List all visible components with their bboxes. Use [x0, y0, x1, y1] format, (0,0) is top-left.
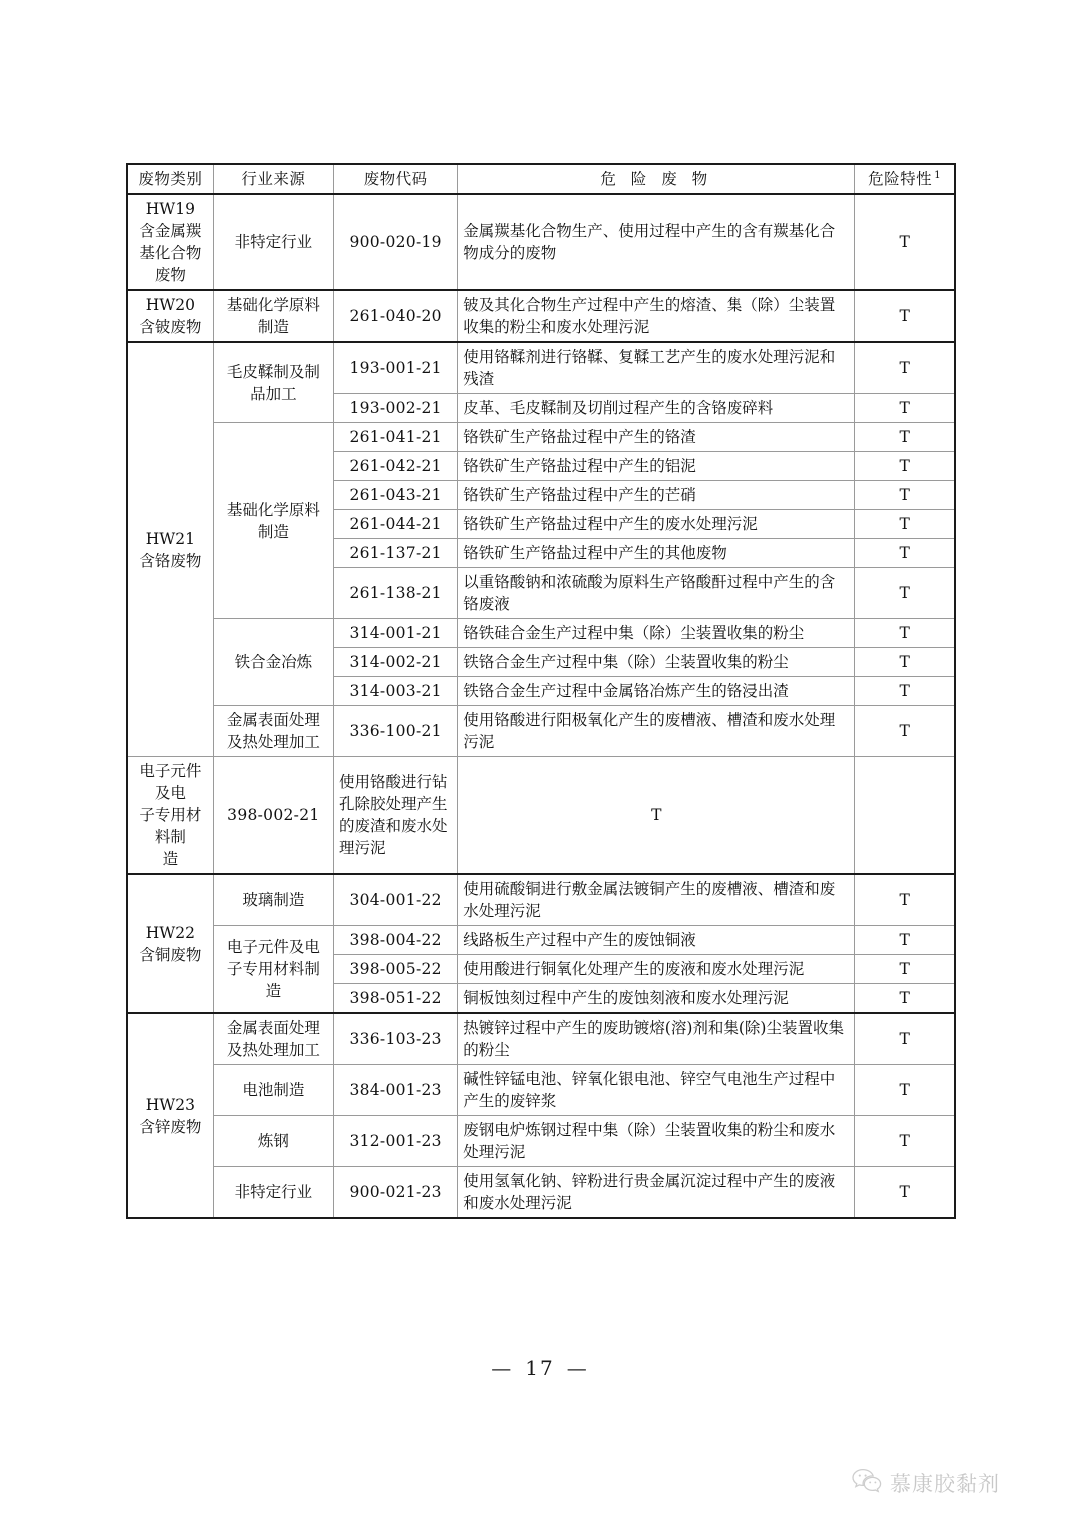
cell-hazard-property: T [855, 648, 955, 677]
cell-waste-category: HW22 含铜废物 [127, 874, 213, 1013]
wechat-icon [852, 1468, 882, 1498]
cell-hazardous-waste-description: 皮革、毛皮鞣制及切削过程产生的含铬废碎料 [458, 394, 855, 423]
cell-industry-source: 金属表面处理 及热处理加工 [213, 706, 333, 757]
cell-waste-code: 398-004-22 [333, 926, 457, 955]
cell-hazard-property: T [855, 1013, 955, 1065]
cell-hazardous-waste-description: 铍及其化合物生产过程中产生的熔渣、集（除）尘装置收集的粉尘和废水处理污泥 [458, 290, 855, 342]
cell-hazardous-waste-description: 铬铁矿生产铬盐过程中产生的其他废物 [458, 539, 855, 568]
cell-waste-category: HW21 含铬废物 [127, 342, 213, 757]
cell-industry-source: 非特定行业 [213, 1167, 333, 1219]
table-row [127, 194, 955, 290]
cell-hazard-property: T [855, 290, 955, 342]
cell-hazard-property: T [855, 568, 955, 619]
cell-industry-source: 非特定行业 [213, 194, 333, 290]
cell-waste-category: HW20 含铍废物 [127, 290, 213, 342]
cell-industry-source: 基础化学原料 制造 [213, 290, 333, 342]
cell-hazard-property: T [855, 619, 955, 648]
cell-hazard-property: T [458, 757, 855, 875]
cell-hazardous-waste-description: 使用酸进行铜氧化处理产生的废液和废水处理污泥 [458, 955, 855, 984]
cell-waste-code: 261-041-21 [333, 423, 457, 452]
table-header [127, 164, 955, 194]
cell-waste-code: 261-040-20 [333, 290, 457, 342]
cell-hazardous-waste-description: 铬铁矿生产铬盐过程中产生的铬渣 [458, 423, 855, 452]
table-row [127, 619, 955, 648]
cell-hazardous-waste-description: 线路板生产过程中产生的废蚀铜液 [458, 926, 855, 955]
cell-hazardous-waste-description: 碱性锌锰电池、锌氧化银电池、锌空气电池生产过程中产生的废锌浆 [458, 1065, 855, 1116]
cell-hazardous-waste-description: 使用铬酸进行钻孔除胶处理产生的废渣和废水处理污泥 [333, 757, 457, 875]
cell-waste-code: 261-044-21 [333, 510, 457, 539]
cell-waste-code: 900-020-19 [333, 194, 457, 290]
cell-hazard-property: T [855, 481, 955, 510]
cell-waste-code: 312-001-23 [333, 1116, 457, 1167]
cell-waste-code: 314-002-21 [333, 648, 457, 677]
cell-hazardous-waste-description: 废钢电炉炼钢过程中集（除）尘装置收集的粉尘和废水处理污泥 [458, 1116, 855, 1167]
cell-industry-source: 炼钢 [213, 1116, 333, 1167]
cell-hazard-property: T [855, 1116, 955, 1167]
hazardous-waste-table [126, 163, 956, 1219]
cell-industry-source: 毛皮鞣制及制 品加工 [213, 342, 333, 423]
cell-hazardous-waste-description: 铜板蚀刻过程中产生的废蚀刻液和废水处理污泥 [458, 984, 855, 1014]
footnote-marker: 1 [934, 169, 942, 181]
cell-hazardous-waste-description: 使用氢氧化钠、锌粉进行贵金属沉淀过程中产生的废液和废水处理污泥 [458, 1167, 855, 1219]
cell-hazard-property: T [855, 926, 955, 955]
table-row [127, 706, 955, 757]
cell-industry-source: 电子元件及电 子专用材料制 造 [127, 757, 213, 875]
cell-waste-code: 261-137-21 [333, 539, 457, 568]
cell-waste-category: HW19 含金属羰 基化合物 废物 [127, 194, 213, 290]
cell-waste-code: 261-043-21 [333, 481, 457, 510]
page-number-prefix: — [491, 1356, 514, 1380]
cell-hazardous-waste-description: 金属羰基化合物生产、使用过程中产生的含有羰基化合物成分的废物 [458, 194, 855, 290]
cell-waste-code: 261-138-21 [333, 568, 457, 619]
cell-waste-code: 398-005-22 [333, 955, 457, 984]
cell-hazardous-waste-description: 铬铁矿生产铬盐过程中产生的芒硝 [458, 481, 855, 510]
cell-hazard-property: T [855, 194, 955, 290]
cell-waste-code: 304-001-22 [333, 874, 457, 926]
table-row [127, 1013, 955, 1065]
cell-hazardous-waste-description: 铁铬合金生产过程中金属铬冶炼产生的铬浸出渣 [458, 677, 855, 706]
cell-waste-code: 261-042-21 [333, 452, 457, 481]
cell-industry-source: 基础化学原料 制造 [213, 423, 333, 619]
cell-hazard-property: T [855, 984, 955, 1014]
table-row [127, 1116, 955, 1167]
table-row [127, 874, 955, 926]
column-header-property-label: 危险特性 [868, 170, 933, 188]
watermark-brand [852, 1468, 1000, 1498]
cell-hazard-property: T [855, 874, 955, 926]
column-header-property [855, 164, 955, 194]
page-number-suffix: — [566, 1356, 589, 1380]
column-header-industry: 行业来源 [213, 164, 333, 194]
table-row [127, 1065, 955, 1116]
cell-hazardous-waste-description: 铬铁硅合金生产过程中集（除）尘装置收集的粉尘 [458, 619, 855, 648]
cell-industry-source: 电子元件及电 子专用材料制 造 [213, 926, 333, 1014]
cell-hazard-property: T [855, 1065, 955, 1116]
cell-hazard-property: T [855, 510, 955, 539]
cell-hazardous-waste-description: 铬铁矿生产铬盐过程中产生的铝泥 [458, 452, 855, 481]
cell-industry-source: 金属表面处理 及热处理加工 [213, 1013, 333, 1065]
cell-hazard-property: T [855, 394, 955, 423]
table-row [127, 342, 955, 394]
cell-hazard-property: T [855, 677, 955, 706]
table-body [127, 194, 955, 1218]
cell-waste-code: 384-001-23 [333, 1065, 457, 1116]
table-row [127, 926, 955, 955]
cell-waste-code: 398-051-22 [333, 984, 457, 1014]
cell-waste-code: 314-001-21 [333, 619, 457, 648]
cell-hazardous-waste-description: 使用铬鞣剂进行铬鞣、复鞣工艺产生的废水处理污泥和残渣 [458, 342, 855, 394]
cell-waste-code: 193-002-21 [333, 394, 457, 423]
cell-waste-code: 193-001-21 [333, 342, 457, 394]
table-header-row [127, 164, 955, 194]
column-header-category: 废物类别 [127, 164, 213, 194]
cell-waste-code: 314-003-21 [333, 677, 457, 706]
table-row [127, 290, 955, 342]
cell-waste-code: 900-021-23 [333, 1167, 457, 1219]
cell-industry-source: 电池制造 [213, 1065, 333, 1116]
cell-hazard-property: T [855, 342, 955, 394]
cell-waste-code: 336-103-23 [333, 1013, 457, 1065]
cell-waste-code: 398-002-21 [213, 757, 333, 875]
cell-industry-source: 铁合金冶炼 [213, 619, 333, 706]
cell-hazard-property: T [855, 423, 955, 452]
cell-industry-source: 玻璃制造 [213, 874, 333, 926]
cell-hazard-property: T [855, 706, 955, 757]
cell-hazard-property: T [855, 539, 955, 568]
cell-waste-category: HW23 含锌废物 [127, 1013, 213, 1218]
hazardous-waste-table-container [126, 163, 956, 1219]
watermark-text: 慕康胶黏剂 [890, 1472, 1000, 1496]
cell-hazardous-waste-description: 使用铬酸进行阳极氧化产生的废槽液、槽渣和废水处理污泥 [458, 706, 855, 757]
cell-waste-code: 336-100-21 [333, 706, 457, 757]
table-row [127, 757, 955, 875]
cell-hazard-property: T [855, 1167, 955, 1219]
cell-hazard-property: T [855, 452, 955, 481]
cell-hazard-property: T [855, 955, 955, 984]
cell-hazardous-waste-description: 铁铬合金生产过程中集（除）尘装置收集的粉尘 [458, 648, 855, 677]
table-row [127, 1167, 955, 1219]
cell-hazardous-waste-description: 热镀锌过程中产生的废助镀熔(溶)剂和集(除)尘装置收集的粉尘 [458, 1013, 855, 1065]
column-header-code: 废物代码 [333, 164, 457, 194]
column-header-waste: 危 险 废 物 [458, 164, 855, 194]
page-number [0, 1356, 1080, 1380]
table-row [127, 423, 955, 452]
page-number-value: 17 [525, 1356, 555, 1380]
cell-hazardous-waste-description: 以重铬酸钠和浓硫酸为原料生产铬酸酐过程中产生的含铬废液 [458, 568, 855, 619]
cell-hazardous-waste-description: 使用硫酸铜进行敷金属法镀铜产生的废槽液、槽渣和废水处理污泥 [458, 874, 855, 926]
cell-hazardous-waste-description: 铬铁矿生产铬盐过程中产生的废水处理污泥 [458, 510, 855, 539]
